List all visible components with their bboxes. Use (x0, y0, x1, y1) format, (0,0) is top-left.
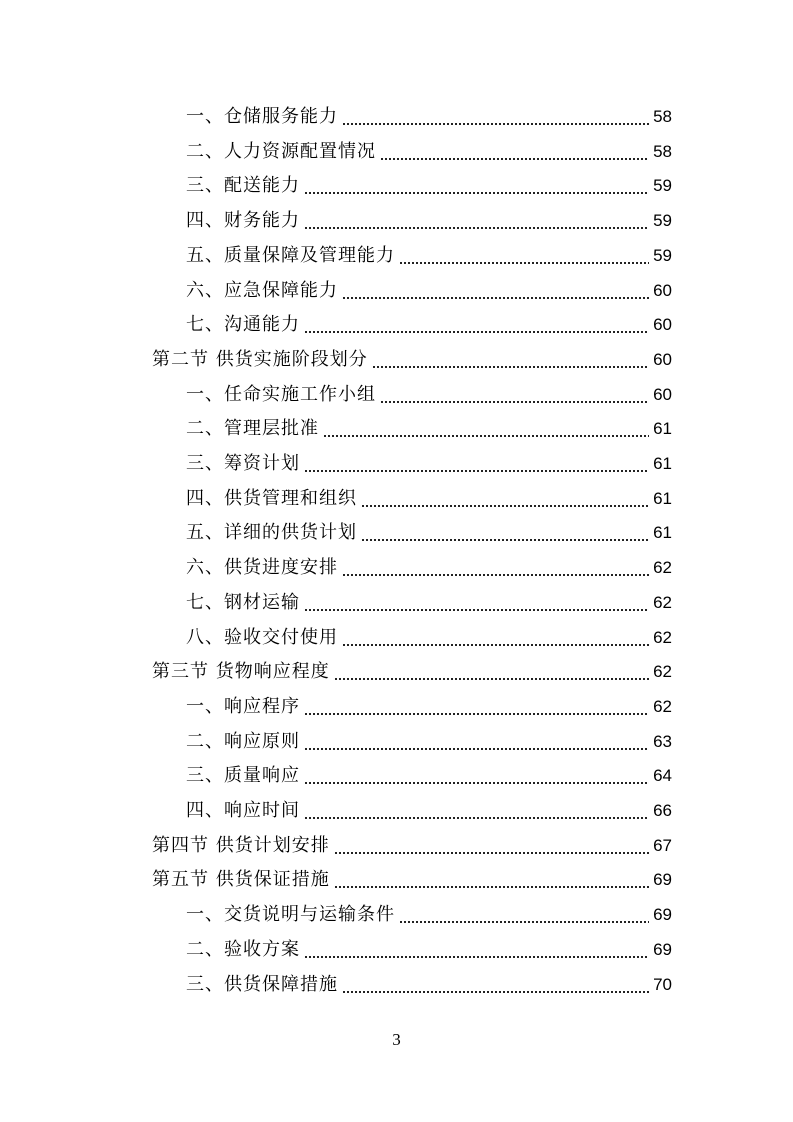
toc-section-entry[interactable] (152, 863, 672, 897)
toc-subsection-entry[interactable] (186, 690, 672, 724)
toc-section-entry[interactable] (152, 829, 672, 863)
toc-dot-leader (304, 308, 649, 342)
toc-dot-leader (304, 794, 649, 828)
toc-subsection-entry[interactable] (186, 551, 672, 585)
toc-entry-title: 六、供货进度安排 (186, 557, 338, 579)
toc-dot-leader (361, 482, 649, 516)
page-number: 3 (392, 1030, 401, 1049)
toc-entry-page: 69 (653, 905, 672, 925)
toc-entry-title: 一、任命实施工作小组 (186, 383, 376, 405)
toc-dot-leader (342, 968, 649, 1002)
toc-entry-title: 一、交货说明与运输条件 (186, 904, 395, 926)
toc-subsection-entry[interactable] (186, 933, 672, 967)
toc-dot-leader (304, 725, 649, 759)
toc-entry-page: 66 (653, 801, 672, 820)
toc-entry-title: 五、质量保障及管理能力 (186, 244, 395, 266)
toc-subsection-entry[interactable] (186, 621, 672, 655)
toc-dot-leader (334, 863, 649, 897)
toc-entry-title: 二、验收方案 (186, 938, 300, 960)
toc-entry-title: 六、应急保障能力 (186, 279, 338, 301)
toc-dot-leader (323, 412, 649, 446)
toc-dot-leader (399, 898, 649, 932)
toc-entry-page: 58 (653, 107, 672, 126)
toc-subsection-entry[interactable] (186, 308, 672, 342)
toc-entry-page: 63 (653, 731, 672, 751)
toc-dot-leader (304, 933, 649, 967)
toc-dot-leader (361, 516, 649, 550)
toc-entry-title: 一、响应程序 (186, 695, 300, 717)
toc-subsection-entry[interactable] (186, 100, 672, 134)
toc-dot-leader (304, 690, 649, 724)
toc-dot-leader (342, 551, 649, 585)
toc-entry-title: 三、配送能力 (186, 175, 300, 197)
toc-subsection-entry[interactable] (186, 135, 672, 169)
toc-entry-page: 64 (653, 766, 672, 786)
toc-entry-title: 四、供货管理和组织 (186, 487, 357, 509)
toc-entry-title: 二、人力资源配置情况 (186, 140, 376, 162)
toc-subsection-entry[interactable] (186, 378, 672, 412)
toc-subsection-entry[interactable] (186, 239, 672, 273)
toc-entry-page: 59 (653, 176, 672, 196)
toc-entry-page: 60 (653, 384, 672, 404)
toc-section-entry[interactable] (152, 343, 672, 377)
toc-dot-leader (304, 169, 649, 203)
toc-subsection-entry[interactable] (186, 412, 672, 446)
toc-entry-title: 七、沟通能力 (186, 314, 300, 336)
toc-entry-page: 62 (653, 627, 672, 647)
toc-subsection-entry[interactable] (186, 204, 672, 238)
toc-dot-leader (334, 655, 649, 689)
toc-entry-title: 第三节 货物响应程度 (152, 661, 330, 683)
toc-dot-leader (304, 447, 649, 481)
toc-entry-page: 69 (653, 939, 672, 959)
toc-subsection-entry[interactable] (186, 898, 672, 932)
toc-section-entry[interactable] (152, 655, 672, 689)
toc-subsection-entry[interactable] (186, 516, 672, 550)
toc-entry-title: 五、详细的供货计划 (186, 522, 357, 544)
toc-entry-title: 二、管理层批准 (186, 418, 319, 440)
toc-entry-title: 八、验收交付使用 (186, 626, 338, 648)
toc-dot-leader (399, 239, 649, 273)
toc-entry-title: 三、质量响应 (186, 765, 300, 787)
toc-dot-leader (334, 829, 649, 863)
toc-dot-leader (380, 135, 649, 169)
toc-entry-page: 61 (653, 454, 672, 473)
toc-entry-page: 62 (653, 592, 672, 612)
toc-subsection-entry[interactable] (186, 169, 672, 203)
toc-entry-page: 58 (653, 141, 672, 161)
toc-entry-page: 60 (653, 349, 672, 369)
toc-entry-page: 59 (653, 211, 672, 231)
toc-entry-page: 70 (653, 974, 672, 994)
toc-entry-title: 第五节 供货保证措施 (152, 869, 330, 891)
toc-dot-leader (342, 621, 649, 655)
toc-subsection-entry[interactable] (186, 274, 672, 308)
toc-entry-page: 69 (653, 870, 672, 890)
toc-entry-page: 60 (653, 280, 672, 300)
toc-entry-page: 60 (653, 315, 672, 335)
toc-subsection-entry[interactable] (186, 586, 672, 620)
toc-entry-page: 62 (653, 696, 672, 716)
toc-entry-page: 61 (653, 488, 672, 508)
toc-entry-page: 61 (653, 419, 672, 439)
toc-subsection-entry[interactable] (186, 968, 672, 1002)
toc-subsection-entry[interactable] (186, 447, 672, 481)
toc-entry-page: 62 (653, 662, 672, 682)
toc-dot-leader (372, 343, 649, 377)
toc-dot-leader (304, 759, 649, 793)
toc-dot-leader (304, 204, 649, 238)
toc-entry-page: 61 (653, 523, 672, 543)
toc-entry-page: 67 (653, 835, 672, 855)
toc-entry-title: 三、筹资计划 (186, 453, 300, 474)
toc-subsection-entry[interactable] (186, 759, 672, 793)
toc-entry-title: 第二节 供货实施阶段划分 (152, 348, 368, 370)
toc-subsection-entry[interactable] (186, 482, 672, 516)
toc-subsection-entry[interactable] (186, 794, 672, 828)
toc-entry-title: 三、供货保障措施 (186, 973, 338, 995)
toc-entry-title: 七、钢材运输 (186, 591, 300, 613)
toc-entry-title: 二、响应原则 (186, 730, 300, 752)
toc-dot-leader (304, 586, 649, 620)
toc-dot-leader (380, 378, 649, 412)
toc-entry-page: 62 (653, 558, 672, 578)
toc-dot-leader (342, 100, 649, 134)
toc-subsection-entry[interactable] (186, 725, 672, 759)
toc-entry-title: 第四节 供货计划安排 (152, 834, 330, 856)
toc-entry-page: 59 (653, 245, 672, 265)
toc-entry-title: 一、仓储服务能力 (186, 106, 338, 127)
toc-entry-title: 四、财务能力 (186, 210, 300, 232)
toc-dot-leader (342, 274, 649, 308)
toc-entry-title: 四、响应时间 (186, 800, 300, 821)
